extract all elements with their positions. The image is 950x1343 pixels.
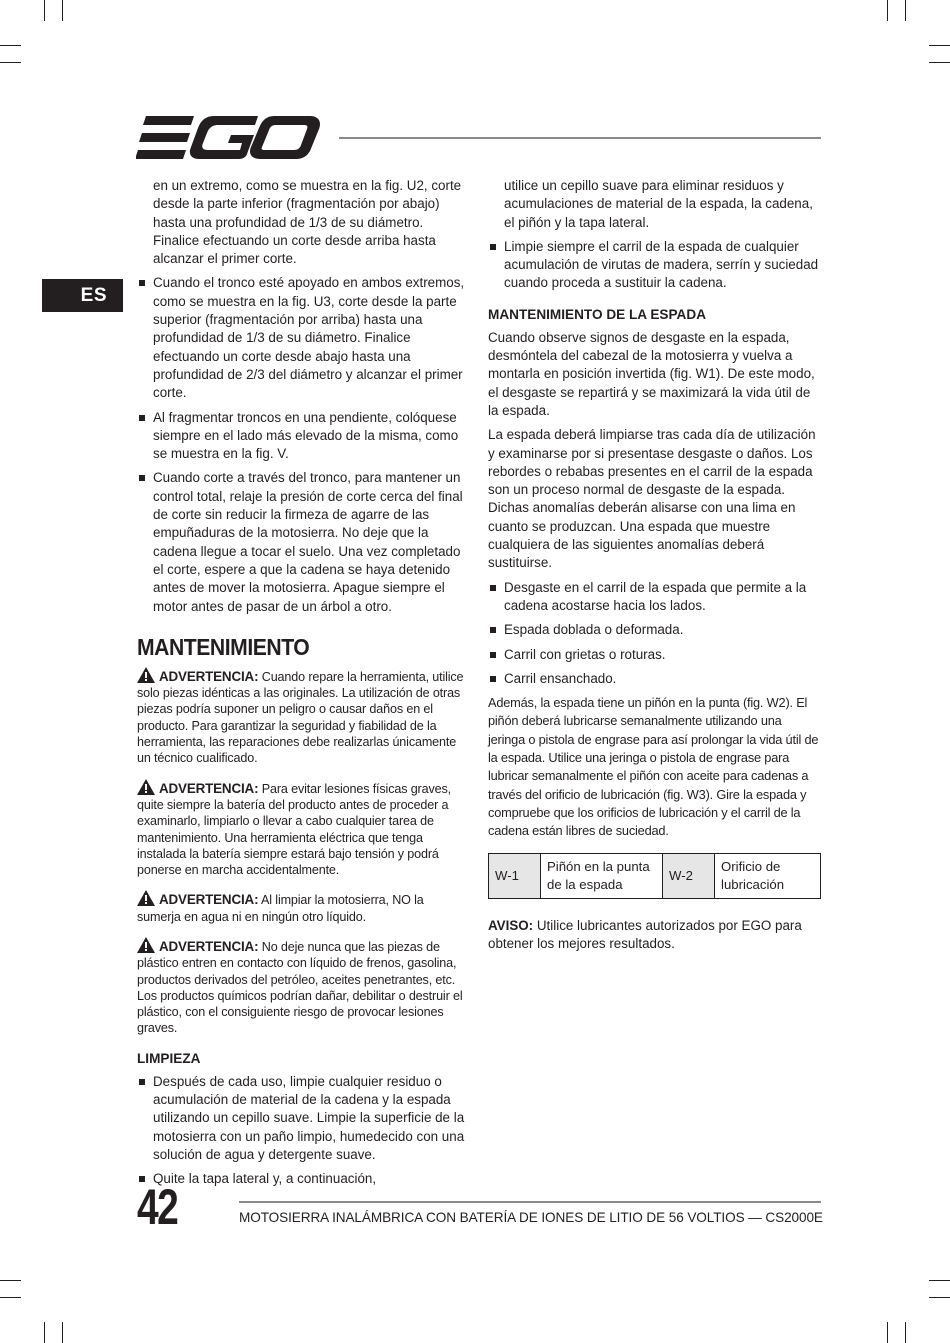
notice-label: AVISO:: [488, 917, 534, 933]
bullet-icon: [490, 627, 496, 633]
crop-mark: [0, 1297, 21, 1298]
list-item: Espada doblada o deformada.: [488, 621, 821, 639]
notice-text: Utilice lubricantes autorizados por EGO para obtener los mejores resultados.: [488, 917, 802, 951]
list-item: Al fragmentar troncos en una pendiente, colóquese siempre en el lado más elevado de la misma, como se muestra en la fig. V.: [137, 409, 468, 464]
table-cell-description: Piñón en la punta de la espada: [541, 853, 663, 898]
warning-label: ADVERTENCIA:: [159, 892, 259, 908]
cutting-bullets: [137, 274, 468, 615]
bullet-icon: [490, 585, 496, 591]
cleaning-bullets: [137, 1073, 468, 1189]
paragraph: Además, la espada tiene un piñón en la punta (fig. W2). El piñón deberá lubricarse semanalmente utilizando una jeringa o pistola de engrase para así prolongar la vida útil de la espada. Utilice una jeringa o pistola de engrase para lubricar semanalmente el piñón con aceite para cadenas a través del orificio de lubricación (fig. W3). Gire la espada y compruebe que los orificios de lubricación y el carril de la cadena están libres de suciedad.: [488, 695, 819, 839]
crop-mark: [44, 1322, 45, 1343]
bullet-icon: [139, 475, 145, 481]
list-item: Carril con grietas o roturas.: [488, 646, 821, 664]
warning-block: [137, 937, 468, 1037]
warning-label: ADVERTENCIA:: [159, 668, 259, 684]
section-title: MANTENIMIENTO: [137, 633, 310, 660]
crop-mark: [887, 1322, 888, 1343]
language-tab: ES: [42, 279, 123, 312]
warning-text: Para evitar lesiones físicas graves, quite siempre la batería del producto antes de proceder a examinarlo, limpiarlo o llevar a cabo cualquier tarea de mantenimiento. Una herramienta eléctrica que tenga instalada la batería siempre estará bajo tensión y podrá ponerse en marcha accidentalmente.: [137, 781, 451, 878]
crop-mark: [62, 0, 63, 21]
table-cell-code: W-2: [663, 853, 715, 898]
warning-block: [137, 779, 468, 879]
cleaning-title: LIMPIEZA: [137, 1050, 201, 1066]
bullet-icon: [139, 415, 145, 421]
list-item: Desgaste en el carril de la espada que permite a la cadena acostarse hacia los lados.: [488, 579, 821, 616]
intro-paragraph: en un extremo, como se muestra en la fig. U2, corte desde la parte inferior (fragmentación por abajo) hasta una profundidad de 1/3 de su diámetro. Finalice efectuando un corte desde arriba hasta alcanzar el primer corte.: [153, 178, 462, 267]
list-item: Cuando corte a través del tronco, para mantener un control total, relaje la presión de corte cerca del final de corte sin reducir la firmeza de agarre de las empuñaduras de la motosierra. No deje que la cadena llegue a tocar el suelo. Una vez completado el corte, espere a que la cadena se haya detenido antes de mover la motosierra. Apague siempre el motor antes de pasar de un árbol a otro.: [137, 469, 468, 615]
header-rule: [339, 137, 821, 139]
paragraph: Cuando observe signos de desgaste en la espada, desmóntela del cabezal de la motosierra y vuelva a montarla en posición invertida (fig. W1). De este modo, el desgaste se repartirá y se maximizará la vida útil de la espada.: [488, 329, 815, 418]
paragraph: La espada deberá limpiarse tras cada día de utilización y examinarse por si presentase desgaste o daños. Los rebordes o rebabas presentes en el carril de la espada son un proceso normal de desgaste de la espada. Dichas anomalías deberán alisarse con una lima en cuanto se produzcan. Una espada que muestre cualquiera de las siguientes anomalías deberá sustituirse.: [488, 427, 816, 571]
cleaning-continued-bullets: [488, 177, 821, 293]
page-number: 42: [137, 1179, 178, 1235]
crop-mark: [887, 0, 888, 21]
footer-rule: [239, 1201, 821, 1203]
notice-paragraph: [488, 917, 821, 954]
crop-mark: [929, 1297, 950, 1298]
crop-mark: [905, 1322, 906, 1343]
anomaly-bullets: [488, 579, 821, 688]
bullet-icon: [490, 676, 496, 682]
bullet-icon: [139, 1079, 145, 1085]
reference-table: [488, 853, 821, 899]
crop-mark: [929, 62, 950, 63]
footer-title: MOTOSIERRA INALÁMBRICA CON BATERÍA DE IONES DE LITIO DE 56 VOLTIOS — CS2000E: [239, 1210, 823, 1225]
table-row: [489, 853, 821, 898]
crop-mark: [905, 0, 906, 21]
list-item: Carril ensanchado.: [488, 670, 821, 688]
warning-block: [137, 667, 468, 767]
warning-icon: [137, 890, 155, 906]
bullet-icon: [490, 652, 496, 658]
list-item: Después de cada uso, limpie cualquier residuo o acumulación de material de la cadena y la espada utilizando un cepillo suave. Limpie la superficie de la motosierra con un paño limpio, humedecido con una solución de agua y detergente suave.: [137, 1073, 468, 1164]
table-cell-code: W-1: [489, 853, 541, 898]
warning-label: ADVERTENCIA:: [159, 938, 259, 954]
crop-mark: [929, 1280, 950, 1281]
warning-text: Cuando repare la herramienta, utilice solo piezas idénticas a las originales. La utilización de otras piezas podría suponer un peligro o causar daños en el producto. Para garantizar la seguridad y fiabilidad de la herramienta, las reparaciones debe realizarlas únicamente un técnico cualificado.: [137, 669, 464, 766]
bullet-icon: [139, 280, 145, 286]
crop-mark: [0, 62, 21, 63]
warning-icon: [137, 937, 155, 953]
bar-maintenance-title: MANTENIMIENTO DE LA ESPADA: [488, 306, 707, 322]
warning-text: Al limpiar la motosierra, NO la sumerja en agua ni en ningún otro líquido.: [137, 893, 424, 924]
list-item: Limpie siempre el carril de la espada de cualquier acumulación de virutas de madera, serrín y suciedad cuando proceda a sustituir la cadena.: [488, 238, 821, 293]
right-column: [488, 177, 821, 959]
list-item: Quite la tapa lateral y, a continuación,: [137, 1170, 468, 1188]
bullet-icon: [490, 244, 496, 250]
table-cell-description: Orificio de lubricación: [715, 853, 821, 898]
warning-icon: [137, 667, 155, 683]
warning-label: ADVERTENCIA:: [159, 780, 259, 796]
warning-icon: [137, 779, 155, 795]
warning-block: [137, 890, 468, 925]
ego-logo: [136, 116, 322, 160]
crop-mark: [0, 1280, 21, 1281]
warning-text: No deje nunca que las piezas de plástico entren en contacto con líquido de frenos, gasolina, productos derivados del petróleo, aceites penetrantes, etc. Los productos químicos podrían dañar, debilitar o destruir el plástico, con el consiguiente riesgo de provocar lesiones graves.: [137, 939, 463, 1036]
crop-mark: [0, 45, 21, 46]
list-item: utilice un cepillo suave para eliminar residuos y acumulaciones de material de la espada, la cadena, el piñón y la tapa lateral.: [504, 178, 813, 230]
list-item: Cuando el tronco esté apoyado en ambos extremos, como se muestra en la fig. U3, corte desde la parte superior (fragmentación por arriba) hasta una profundidad de 1/3 de su diámetro. Finalice efectuando un corte desde abajo hasta una profundidad de 2/3 del diámetro y alcanzar el primer corte.: [137, 274, 468, 402]
left-column: [137, 177, 468, 1195]
crop-mark: [44, 0, 45, 21]
crop-mark: [929, 45, 950, 46]
crop-mark: [62, 1322, 63, 1343]
